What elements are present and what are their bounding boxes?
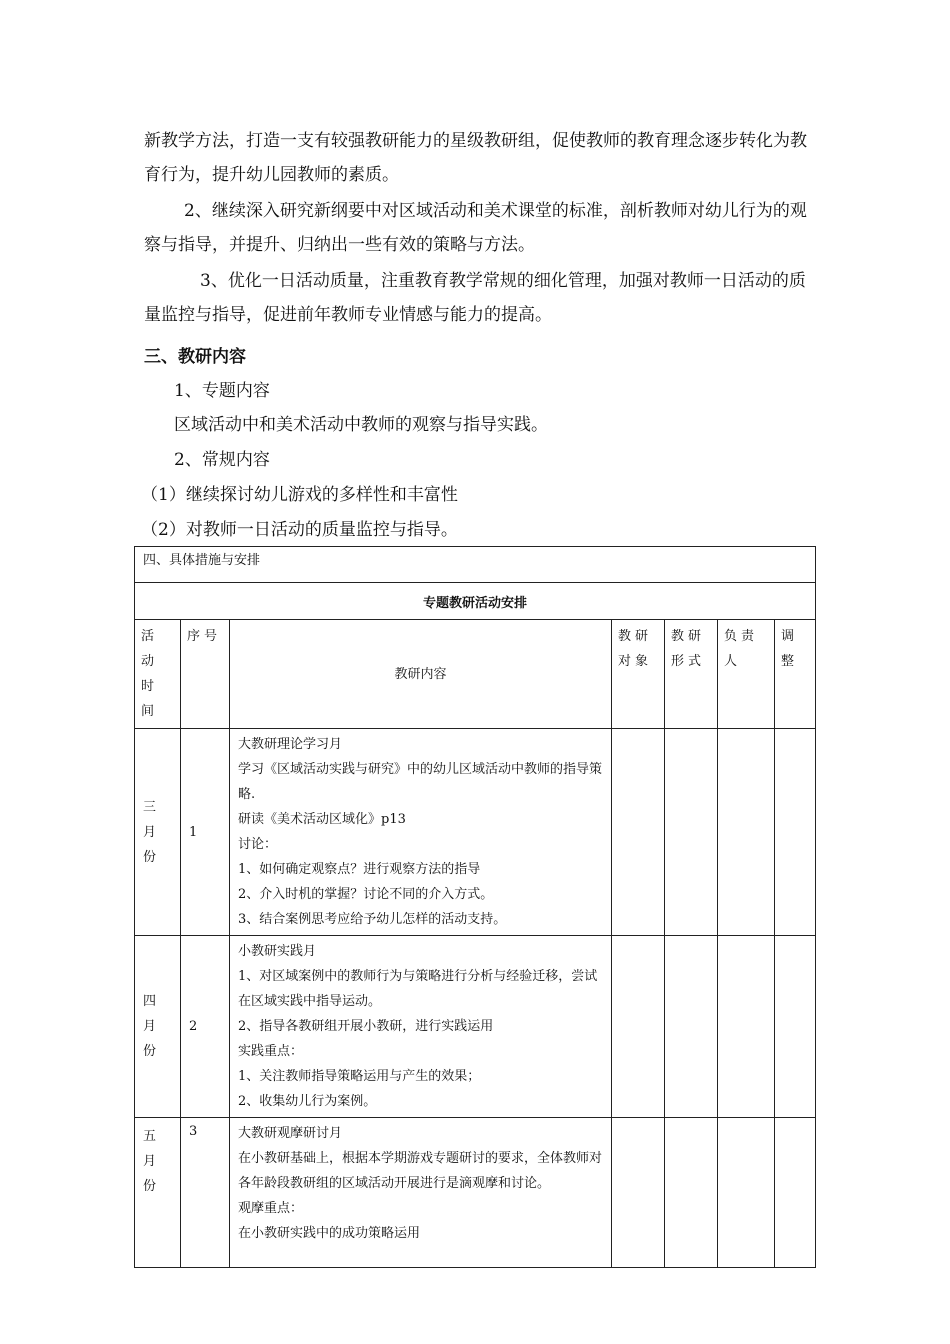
paragraph-goal-2: 2、继续深入研究新纲要中对区域活动和美术课堂的标准，剖析教师对幼儿行为的观察与指导，并提升、归纳出一些有效的策略与方法。 — [144, 201, 807, 255]
table-row — [135, 729, 816, 936]
header-time: 活动时间 — [135, 620, 181, 729]
content-line: 学习《区域活动实践与研究》中的幼儿区域活动中教师的指导策略. — [238, 762, 603, 802]
paragraph-goal-1: 新教学方法，打造一支有较强教研能力的星级教研组，促使教师的教育理念逐步转化为教育行为，提升幼儿园教师的素质。 — [144, 131, 807, 185]
content-line: 2、介入时机的掌握？讨论不同的介入方式。 — [238, 887, 494, 902]
content-line: 小教研实践月 — [238, 944, 317, 959]
content-line: 讨论： — [238, 837, 278, 852]
table-title: 专题教研活动安排 — [135, 583, 816, 620]
row-owner — [718, 729, 775, 936]
section-3-heading: 三、教研内容 — [144, 347, 246, 367]
section-3-item-1-text: 区域活动中和美术活动中教师的观察与指导实践。 — [174, 415, 548, 435]
row-form — [665, 729, 718, 936]
row-form — [665, 1118, 718, 1268]
row-adjust — [775, 1118, 816, 1268]
header-content: 教研内容 — [230, 620, 612, 729]
content-line: 在小教研实践中的成功策略运用 — [238, 1226, 421, 1241]
row-content — [230, 729, 612, 936]
content-line: 2、收集幼儿行为案例。 — [238, 1094, 377, 1109]
content-line: 在小教研基础上，根据本学期游戏专题研讨的要求，全体教师对各年龄段教研组的区域活动开展进行是滴观摩和讨论。 — [238, 1151, 603, 1191]
row-owner — [718, 936, 775, 1118]
row-month: 三月份 — [135, 729, 181, 936]
row-content — [230, 936, 612, 1118]
header-form: 教研形式 — [665, 620, 718, 729]
row-target — [612, 936, 665, 1118]
content-line: 大教研理论学习月 — [238, 737, 343, 752]
row-target — [612, 1118, 665, 1268]
content-line: 1、对区域案例中的教师行为与策略进行分析与经验迁移，尝试在区域实践中指导运动。 — [238, 969, 598, 1009]
header-seq: 序号 — [181, 620, 230, 729]
header-target: 教研对象 — [612, 620, 665, 729]
header-adjust: 调整 — [775, 620, 816, 729]
content-line: 观摩重点： — [238, 1201, 304, 1216]
header-owner: 负责人 — [718, 620, 775, 729]
row-adjust — [775, 936, 816, 1118]
row-form — [665, 936, 718, 1118]
content-line: 2、指导各教研组开展小教研，进行实践运用 — [238, 1019, 494, 1034]
row-month: 四月份 — [135, 936, 181, 1118]
content-line: 1、如何确定观察点？进行观察方法的指导 — [238, 862, 481, 877]
table-row — [135, 1118, 816, 1268]
content-line: 大教研观摩研讨月 — [238, 1126, 343, 1141]
row-seq: 2 — [181, 936, 230, 1118]
content-line: 研读《美术活动区域化》p13 — [238, 812, 406, 827]
content-line: 实践重点： — [238, 1044, 304, 1059]
table-section-label: 四、具体措施与安排 — [135, 547, 816, 583]
row-target — [612, 729, 665, 936]
paragraph-goal-3: 3、优化一日活动质量，注重教育教学常规的细化管理，加强对教师一日活动的质量监控与指导，促进前年教师专业情感与能力的提高。 — [144, 271, 806, 325]
content-line: 3、结合案例思考应给予幼儿怎样的活动支持。 — [238, 912, 507, 927]
section-3-item-2: 2、常规内容 — [174, 450, 270, 470]
row-adjust — [775, 729, 816, 936]
row-seq: 1 — [181, 729, 230, 936]
table-row — [135, 936, 816, 1118]
row-month: 五月份 — [135, 1118, 181, 1268]
content-line: 1、关注教师指导策略运用与产生的效果； — [238, 1069, 481, 1084]
schedule-table — [134, 546, 816, 1268]
section-3-sub-2: （2）对教师一日活动的质量监控与指导。 — [141, 520, 458, 540]
section-3-sub-1: （1）继续探讨幼儿游戏的多样性和丰富性 — [141, 485, 458, 505]
table-header-row — [135, 620, 816, 729]
row-owner — [718, 1118, 775, 1268]
row-seq: 3 — [181, 1118, 230, 1268]
row-content — [230, 1118, 612, 1268]
section-3-item-1: 1、专题内容 — [174, 381, 270, 401]
